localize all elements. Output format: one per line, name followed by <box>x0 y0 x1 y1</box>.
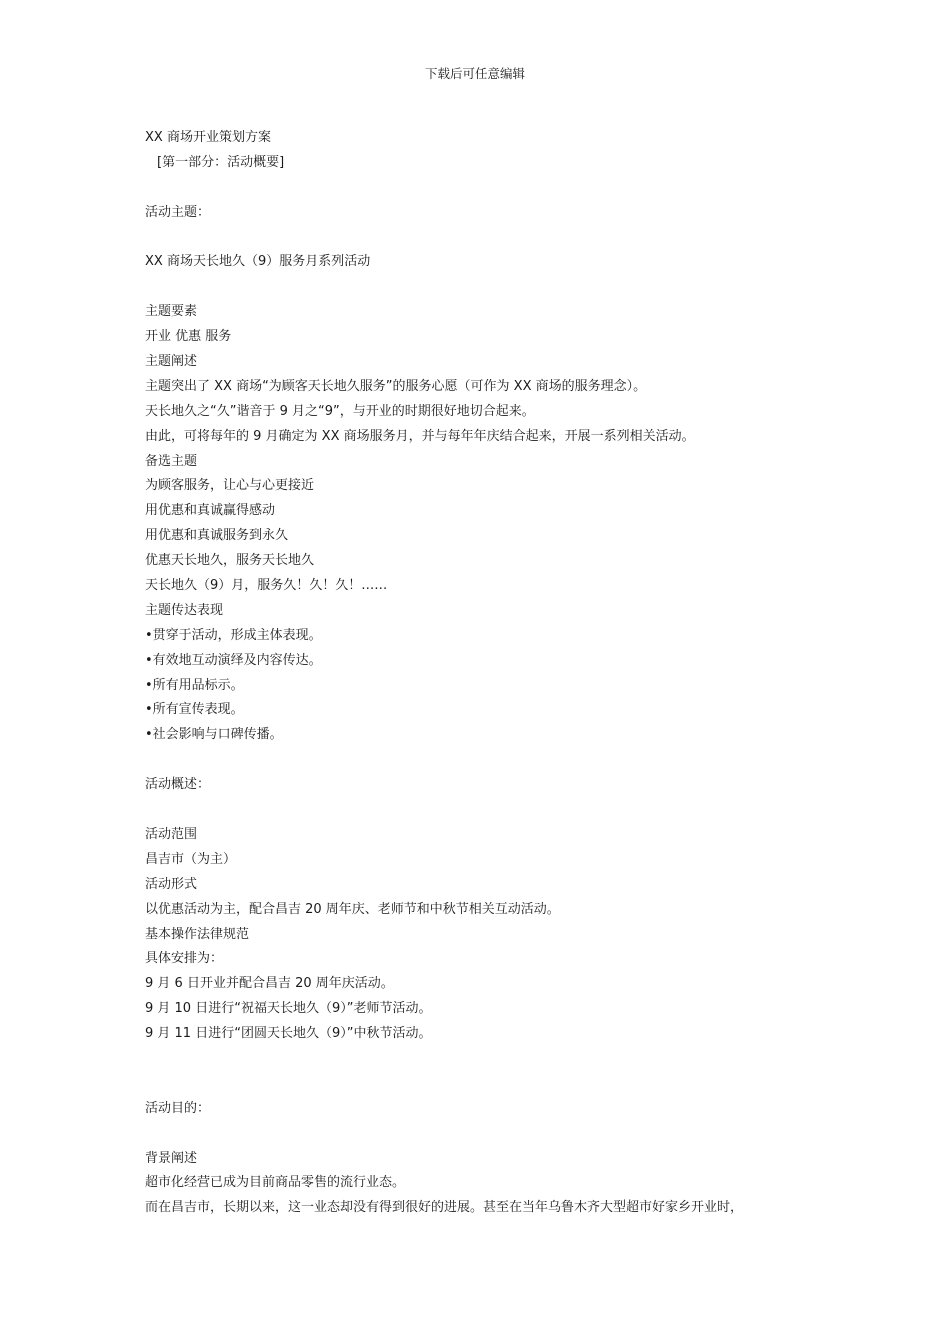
purpose-heading: 活动目的： <box>145 1100 211 1116</box>
document-body <box>145 126 825 1221</box>
background-heading: 背景阐述 <box>145 1150 198 1166</box>
schedule-item: 9 月 10 日进行“祝福天长地久（9）”老师节活动。 <box>145 1001 432 1017</box>
background-line: 超市化经营已成为目前商品零售的流行业态。 <box>145 1175 406 1191</box>
rules-heading: 基本操作法律规范 <box>145 926 250 942</box>
alt-line: 用优惠和真诚服务到永久 <box>145 528 289 544</box>
blank-line <box>145 798 825 823</box>
convey-bullet: •所有宣传表现。 <box>145 702 244 718</box>
theme-name: XX 商场天长地久（9）服务月系列活动 <box>145 254 371 270</box>
page-header-note: 下载后可任意编辑 <box>424 66 525 81</box>
background-line: 而在昌吉市，长期以来，这一业态却没有得到很好的进展。甚至在当年乌鲁木齐大型超市好家乡开业时， <box>145 1200 744 1216</box>
form-heading: 活动形式 <box>145 876 198 892</box>
convey-bullet: •贯穿于活动，形成主体表现。 <box>145 627 322 643</box>
convey-heading: 主题传达表现 <box>145 602 224 618</box>
section-heading: [第一部分：活动概要] <box>157 154 285 170</box>
schedule-heading: 具体安排为： <box>145 951 224 967</box>
blank-line <box>145 176 825 201</box>
elements-heading: 主题要素 <box>145 304 198 320</box>
document-title: XX 商场开业策划方案 <box>145 130 271 145</box>
blank-line <box>145 748 825 773</box>
convey-bullet: •有效地互动演绎及内容传达。 <box>145 652 322 668</box>
blank-line <box>145 1047 825 1097</box>
form-text: 以优惠活动为主，配合昌吉 20 周年庆、老师节和中秋节相关互动活动。 <box>145 901 560 917</box>
schedule-item: 9 月 6 日开业并配合昌吉 20 周年庆活动。 <box>145 976 394 992</box>
theme-heading: 活动主题： <box>145 204 211 220</box>
explain-line: 天长地久之“久”谐音于 9 月之“9”，与开业的时期很好地切合起来。 <box>145 403 535 419</box>
alt-line: 为顾客服务，让心与心更接近 <box>145 478 315 494</box>
schedule-item: 9 月 11 日进行“团圆天长地久（9）”中秋节活动。 <box>145 1026 432 1042</box>
overview-heading: 活动概述： <box>145 777 211 793</box>
alt-heading: 备选主题 <box>145 453 198 469</box>
explain-line: 由此，可将每年的 9 月确定为 XX 商场服务月，并与每年年庆结合起来，开展一系列相关活动。 <box>145 428 695 444</box>
blank-line <box>145 1122 825 1147</box>
explain-heading: 主题阐述 <box>145 354 198 370</box>
explain-line: 主题突出了 XX 商场“为顾客天长地久服务”的服务心愿（可作为 XX 商场的服务理念）。 <box>145 378 647 394</box>
convey-bullet: •所有用品标示。 <box>145 677 244 693</box>
alt-line: 天长地久（9）月，服务久！久！久！…… <box>145 578 388 594</box>
alt-line: 优惠天长地久，服务天长地久 <box>145 553 315 569</box>
convey-bullet: •社会影响与口碑传播。 <box>145 727 283 743</box>
elements-text: 开业 优惠 服务 <box>145 329 232 345</box>
scope-text: 昌吉市（为主） <box>145 851 237 867</box>
alt-line: 用优惠和真诚赢得感动 <box>145 503 276 519</box>
blank-line <box>145 275 825 300</box>
scope-heading: 活动范围 <box>145 826 198 842</box>
blank-line <box>145 226 825 251</box>
